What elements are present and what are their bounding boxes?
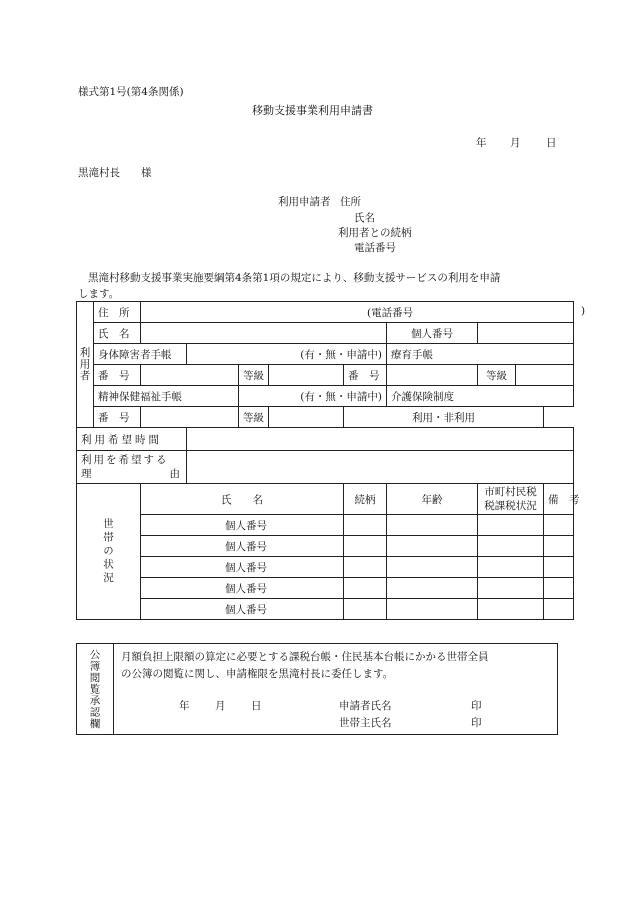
disability-number-field[interactable] [141, 365, 239, 386]
mental-number-field[interactable] [141, 407, 239, 428]
wish-time-label: 利用希望時間 [77, 428, 187, 451]
household-personal-no[interactable]: 個人番号 [141, 578, 344, 599]
name-label: 氏 名 [94, 323, 141, 344]
consent-date-year: 年 [179, 700, 190, 712]
applicant-phone-label: 電話番号 [354, 242, 396, 254]
col-name: 氏 名 [141, 484, 344, 515]
reason-label-line1: 利用を希望する [81, 454, 169, 466]
household-remarks-cell[interactable] [544, 557, 574, 578]
household-age-cell[interactable] [387, 536, 478, 557]
household-relation-cell[interactable] [344, 578, 387, 599]
household-row [77, 578, 574, 599]
household-tax-cell[interactable] [478, 515, 544, 536]
household-remarks-cell[interactable] [544, 515, 574, 536]
addressee: 黒滝村長 様 [78, 167, 152, 179]
statement-line2: します。 [78, 288, 120, 300]
applicant-address-label: 住所 [340, 196, 361, 208]
household-tax-cell[interactable] [478, 557, 544, 578]
date-month: 月 [510, 137, 521, 149]
household-remarks-cell[interactable] [544, 599, 574, 620]
ryoiku-grade-field[interactable] [516, 365, 574, 386]
user-side-label: 利用者 [77, 302, 94, 428]
household-remarks-cell[interactable] [544, 536, 574, 557]
reason-label [77, 451, 187, 484]
household-relation-cell[interactable] [344, 515, 387, 536]
kaigo-options[interactable]: 利用・非利用 [344, 407, 544, 428]
household-age-cell[interactable] [387, 515, 478, 536]
applicant-relation-label: 利用者との続柄 [338, 227, 412, 239]
form-title: 移動支援事業利用申請書 [252, 104, 373, 117]
application-table [76, 301, 586, 620]
household-side-label: 世帯の状況 [77, 484, 141, 620]
personal-no-label: 個人番号 [387, 323, 478, 344]
disability-grade-field[interactable] [269, 365, 344, 386]
address-label: 住 所 [94, 302, 141, 323]
date-day: 日 [546, 137, 557, 149]
household-personal-no[interactable]: 個人番号 [141, 557, 344, 578]
phone-close: ) [581, 305, 586, 317]
wish-time-field[interactable] [187, 428, 574, 451]
household-personal-no[interactable]: 個人番号 [141, 515, 344, 536]
household-relation-cell[interactable] [344, 599, 387, 620]
household-row [77, 599, 574, 620]
consent-seal-2: 印 [471, 717, 482, 729]
mental-book-status[interactable]: (有・無・申請中) [239, 386, 387, 407]
mental-grade-field[interactable] [269, 407, 344, 428]
household-row [77, 515, 574, 536]
reason-label-yu: 由 [169, 468, 182, 480]
household-tax-cell[interactable] [478, 599, 544, 620]
reason-label-line2 [81, 467, 182, 481]
disability-book-label: 身体障害者手帳 [94, 344, 187, 365]
household-relation-cell[interactable] [344, 536, 387, 557]
mental-number-label: 番 号 [94, 407, 141, 428]
date-year: 年 [476, 137, 487, 149]
statement-line1: 黒滝村移動支援事業実施要綱第4条第1項の規定により、移動支援サービスの利用を申請 [88, 272, 501, 284]
col-tax-line1: 市町村民税 [484, 486, 537, 498]
mental-grade-label: 等級 [239, 407, 269, 428]
form-number: 様式第1号(第4条関係) [78, 86, 184, 98]
col-relation: 続柄 [344, 484, 387, 515]
household-age-cell[interactable] [387, 599, 478, 620]
household-relation-cell[interactable] [344, 557, 387, 578]
household-personal-no[interactable]: 個人番号 [141, 599, 344, 620]
consent-applicant-name[interactable]: 申請者氏名 [339, 700, 392, 712]
consent-box [76, 643, 558, 735]
household-row [77, 557, 574, 578]
disability-grade-label: 等級 [239, 365, 269, 386]
reason-label-ri: 理 [81, 468, 94, 480]
consent-householder-name[interactable]: 世帯主氏名 [339, 717, 392, 729]
household-tax-cell[interactable] [478, 536, 544, 557]
col-tax-line2: 税課税状況 [484, 500, 537, 512]
address-field[interactable] [141, 302, 586, 323]
ryoiku-number-field[interactable] [387, 365, 478, 386]
consent-text-line1: 月額負担上限額の算定に必要とする課税台帳・住民基本台帳にかかる世帯全員 [121, 651, 489, 663]
reason-field[interactable] [187, 451, 574, 484]
household-tax-cell[interactable] [478, 578, 544, 599]
col-remarks: 備 考 [544, 484, 574, 515]
household-remarks-cell[interactable] [544, 578, 574, 599]
applicant-heading: 利用申請者 [278, 196, 331, 208]
col-tax [478, 484, 544, 515]
disability-book-status[interactable]: (有・無・申請中) [187, 344, 387, 365]
household-age-cell[interactable] [387, 578, 478, 599]
ryoiku-number-label: 番 号 [344, 365, 387, 386]
mental-book-label: 精神保健福祉手帳 [94, 386, 239, 407]
personal-no-field[interactable] [478, 323, 574, 344]
ryoiku-book-label: 療育手帳 [387, 344, 574, 365]
consent-side-label: 公簿閲覧承認欄 [88, 648, 101, 730]
consent-text-line2: の公簿の閲覧に関し、申請権限を黒滝村長に委任します。 [121, 668, 394, 680]
household-personal-no[interactable]: 個人番号 [141, 536, 344, 557]
ryoiku-grade-label: 等級 [478, 365, 516, 386]
consent-date-day: 日 [251, 700, 262, 712]
household-age-cell[interactable] [387, 557, 478, 578]
kaigo-label: 介護保険制度 [387, 386, 574, 407]
household-row [77, 536, 574, 557]
phone-note: (電話番号 [367, 307, 414, 319]
consent-date-month: 月 [215, 700, 226, 712]
name-field[interactable] [141, 323, 387, 344]
consent-side-cell [77, 644, 114, 734]
disability-number-label: 番 号 [94, 365, 141, 386]
col-age: 年齢 [387, 484, 478, 515]
consent-seal-1: 印 [471, 700, 482, 712]
applicant-name-label: 氏名 [354, 212, 375, 224]
